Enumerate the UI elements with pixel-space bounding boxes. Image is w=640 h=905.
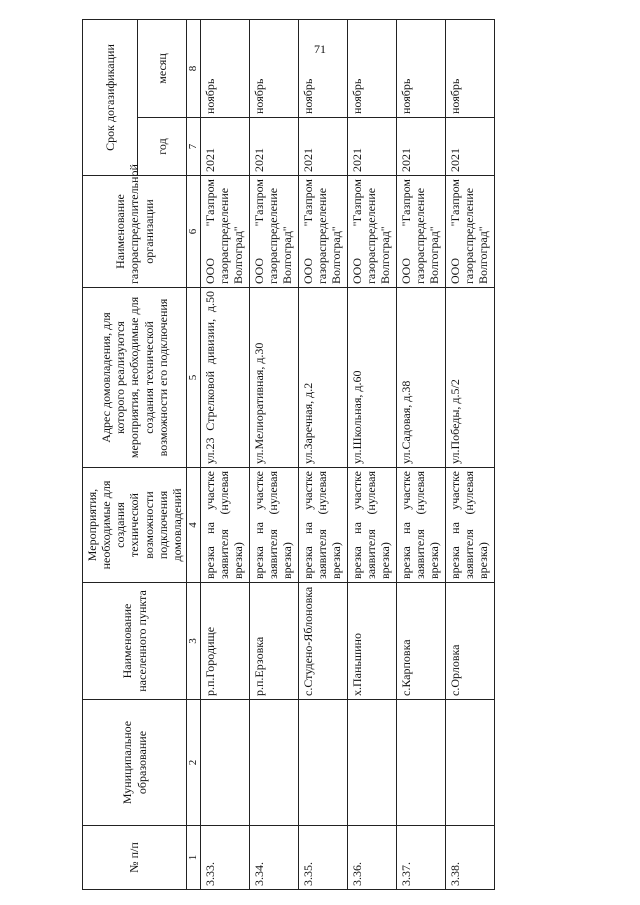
row-settlement: с.Орловка [446, 583, 495, 700]
header-term: Срок догазификации [83, 19, 138, 175]
row-year: 2021 [348, 118, 397, 176]
row-year: 2021 [201, 118, 250, 176]
row-measure: врезка на участке заявителя (нулевая врезка) [201, 468, 250, 583]
row-municipality [348, 700, 397, 826]
table-row [348, 19, 397, 889]
header-month: месяц [138, 19, 187, 117]
column-number: 5 [187, 288, 201, 468]
page-number: 71 [314, 42, 326, 56]
row-settlement: х.Паньшино [348, 583, 397, 700]
row-address: ул.Заречная, д.2 [299, 288, 348, 468]
row-address: ул.23 Стрелковой дивизии, д.50 [201, 288, 250, 468]
row-org: ООО "Газпром газораспределение Волгоград" [299, 176, 348, 288]
row-month: ноябрь [348, 19, 397, 117]
header-org: Наименование газораспределительной организации [83, 176, 187, 288]
row-settlement: с.Карповка [397, 583, 446, 700]
row-settlement: р.п.Городище [201, 583, 250, 700]
table-row [201, 19, 250, 889]
row-org: ООО "Газпром газораспределение Волгоград" [250, 176, 299, 288]
row-year: 2021 [250, 118, 299, 176]
column-number: 1 [187, 826, 201, 890]
header-municipality: Муниципальное образование [83, 700, 187, 826]
header-measure: Мероприятия, необходимые для создания технической возможности подключения домовладений [83, 468, 187, 583]
column-number: 3 [187, 583, 201, 700]
row-municipality [299, 700, 348, 826]
row-month: ноябрь [250, 19, 299, 117]
row-num: 3.33. [201, 826, 250, 890]
row-num: 3.35. [299, 826, 348, 890]
gasification-table [82, 19, 495, 890]
row-address: ул.Школьная, д.60 [348, 288, 397, 468]
row-settlement: р.п.Ерзовка [250, 583, 299, 700]
header-settlement: Наименование населенного пункта [83, 583, 187, 700]
row-num: 3.38. [446, 826, 495, 890]
table-row [397, 19, 446, 889]
row-year: 2021 [446, 118, 495, 176]
header-num: № п/п [83, 826, 187, 890]
row-org: ООО "Газпром газораспределение Волгоград" [397, 176, 446, 288]
row-month: ноябрь [201, 19, 250, 117]
header-year: год [138, 118, 187, 176]
table-row [250, 19, 299, 889]
row-num: 3.36. [348, 826, 397, 890]
row-measure: врезка на участке заявителя (нулевая врезка) [348, 468, 397, 583]
row-year: 2021 [397, 118, 446, 176]
row-measure: врезка на участке заявителя (нулевая врезка) [397, 468, 446, 583]
row-month: ноябрь [299, 19, 348, 117]
row-num: 3.34. [250, 826, 299, 890]
row-measure: врезка на участке заявителя (нулевая врезка) [446, 468, 495, 583]
row-month: ноябрь [446, 19, 495, 117]
table-row [446, 19, 495, 889]
column-number: 6 [187, 176, 201, 288]
row-address: ул.Садовая, д.38 [397, 288, 446, 468]
row-num: 3.37. [397, 826, 446, 890]
column-number: 2 [187, 700, 201, 826]
row-org: ООО "Газпром газораспределение Волгоград" [446, 176, 495, 288]
column-number: 7 [187, 118, 201, 176]
header-address: Адрес домовладения, для которого реализуются мероприятия, необходимые для создания технической возможности его подключения [83, 288, 187, 468]
row-municipality [201, 700, 250, 826]
column-number: 4 [187, 468, 201, 583]
row-month: ноябрь [397, 19, 446, 117]
row-org: ООО "Газпром газораспределение Волгоград" [348, 176, 397, 288]
column-numbers-row [187, 19, 201, 889]
gasification-table-container [82, 20, 572, 890]
row-municipality [446, 700, 495, 826]
row-address: ул.Победы, д.5/2 [446, 288, 495, 468]
row-measure: врезка на участке заявителя (нулевая врезка) [250, 468, 299, 583]
row-address: ул.Мелиоративная, д.30 [250, 288, 299, 468]
column-number: 8 [187, 19, 201, 117]
row-year: 2021 [299, 118, 348, 176]
table-row [299, 19, 348, 889]
header-row [83, 19, 138, 889]
row-municipality [250, 700, 299, 826]
row-org: ООО "Газпром газораспределение Волгоград" [201, 176, 250, 288]
row-municipality [397, 700, 446, 826]
row-settlement: с.Студено-Яблоновка [299, 583, 348, 700]
row-measure: врезка на участке заявителя (нулевая врезка) [299, 468, 348, 583]
